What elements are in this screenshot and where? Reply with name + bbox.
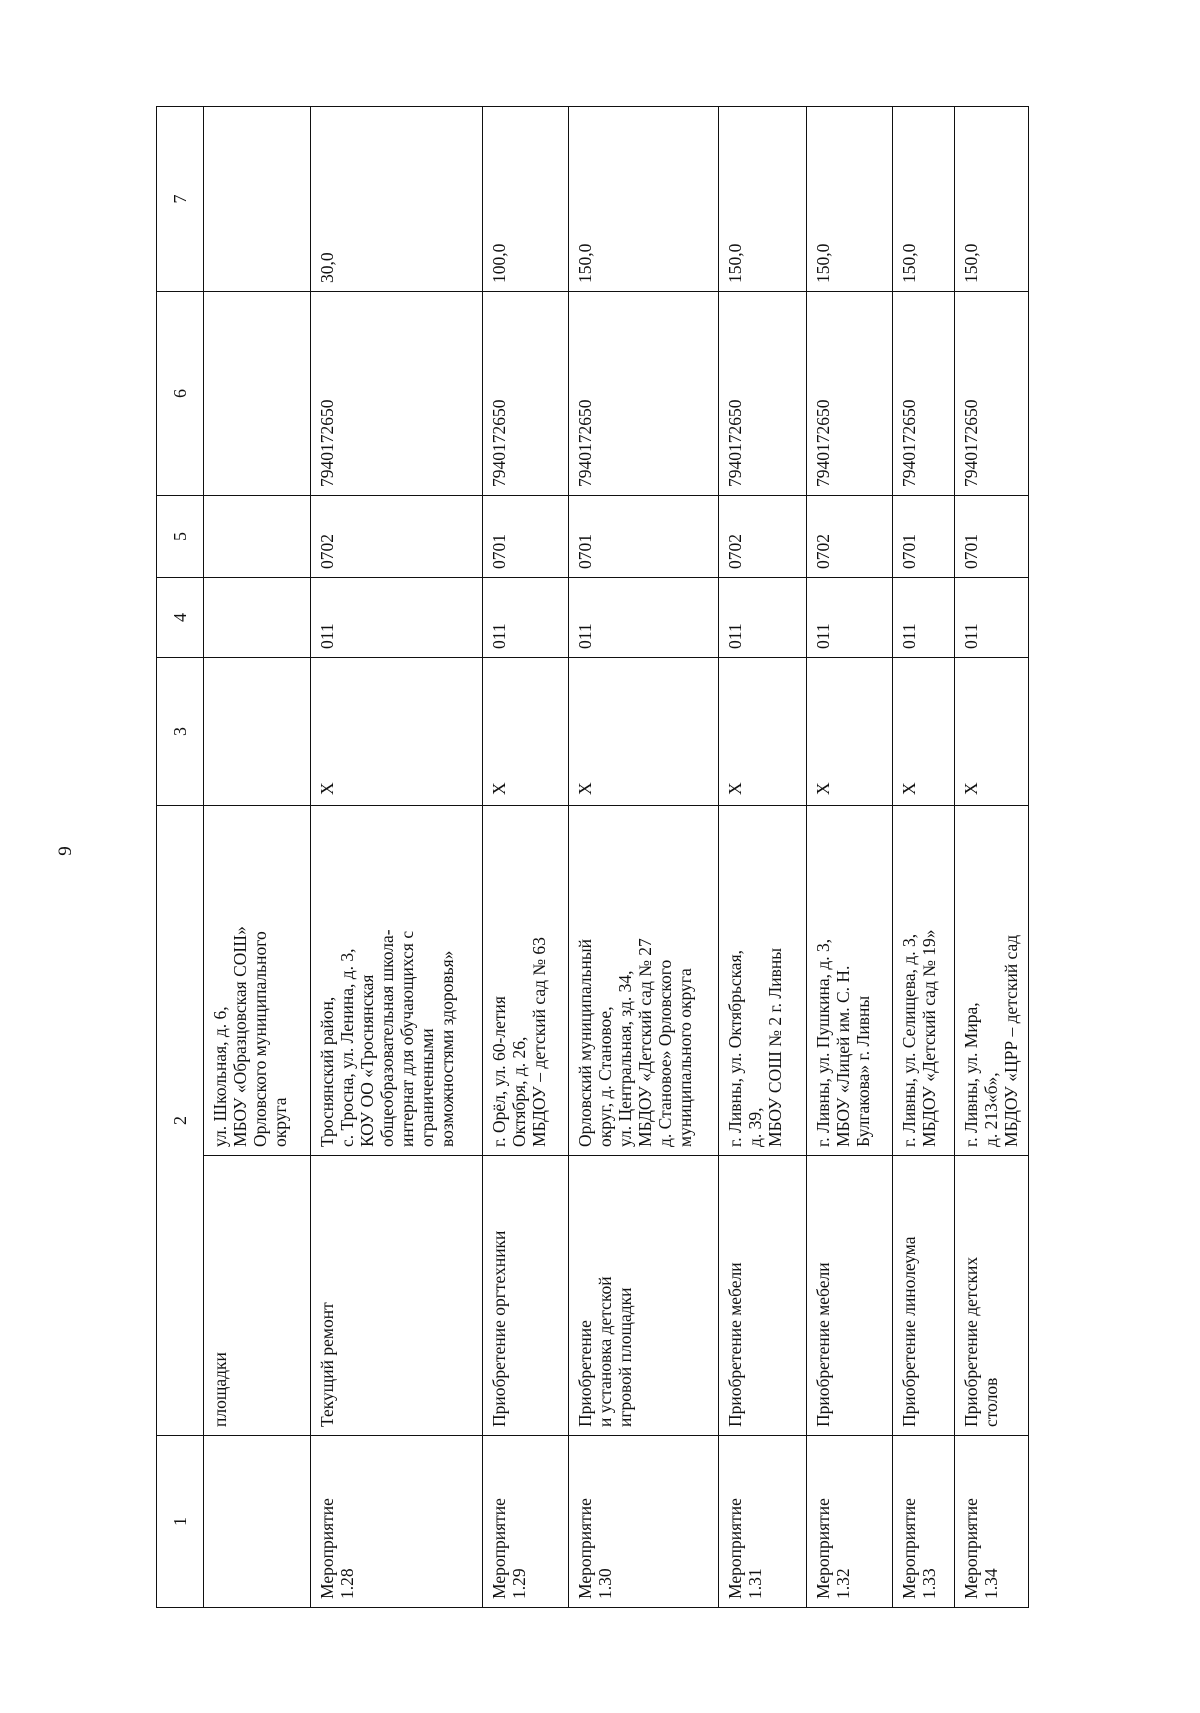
table-row-1-29 xyxy=(483,107,569,1608)
col6-cell: 7940172650 xyxy=(893,292,955,496)
event-name-cell: Приобретение мебели xyxy=(807,1156,893,1436)
table-row-1-31 xyxy=(719,107,807,1608)
col5-cell: 0701 xyxy=(955,496,1029,578)
address-cell: г. Орёл, ул. 60-летия Октября, д. 26, МБДОУ – детский сад № 63 xyxy=(483,806,569,1156)
table-row-1-32 xyxy=(807,107,893,1608)
event-name-cell: Текущий ремонт xyxy=(311,1156,483,1436)
col3-cell: X xyxy=(311,658,483,806)
col6-cell: 7940172650 xyxy=(807,292,893,496)
col7-cell: 150,0 xyxy=(955,107,1029,292)
col3-cell: X xyxy=(807,658,893,806)
col6-cell: 7940172650 xyxy=(569,292,719,496)
event-id-cell: Мероприятие 1.31 xyxy=(719,1436,807,1608)
col3-cell: X xyxy=(893,658,955,806)
col4-cell: 011 xyxy=(955,578,1029,658)
address-cell: г. Ливны, ул. Пушкина, д. 3, МБОУ «Лицей им. С. Н. Булгакова» г. Ливны xyxy=(807,806,893,1156)
table-row-1-28 xyxy=(311,107,483,1608)
col3-cell: X xyxy=(569,658,719,806)
col5-cell: 0702 xyxy=(807,496,893,578)
address-cell: г. Ливны, ул. Октябрьская, д. 39, МБОУ СОШ № 2 г. Ливны xyxy=(719,806,807,1156)
column-number-4: 4 xyxy=(157,578,204,658)
col4-cell xyxy=(204,578,311,658)
address-cell: Троснянский район, с. Тросна, ул. Ленина, д. 3, КОУ ОО «Троснянская общеобразовательная школа- интернат для обучающихся с ограниченными возможностями здоровья» xyxy=(311,806,483,1156)
event-id-cell: Мероприятие 1.30 xyxy=(569,1436,719,1608)
event-name-cell: площадки xyxy=(204,1156,311,1436)
col6-cell: 7940172650 xyxy=(719,292,807,496)
table-row-1-34 xyxy=(955,107,1029,1608)
event-id-cell: Мероприятие 1.33 xyxy=(893,1436,955,1608)
col7-cell: 30,0 xyxy=(311,107,483,292)
address-cell: г. Ливны, ул. Мира, д. 213«б», МБДОУ «ЦРР – детский сад xyxy=(955,806,1029,1156)
event-name-cell: Приобретение и установка детской игровой площадки xyxy=(569,1156,719,1436)
event-id-cell: Мероприятие 1.28 xyxy=(311,1436,483,1608)
event-id-cell: Мероприятие 1.34 xyxy=(955,1436,1029,1608)
address-cell: Орловский муниципальный округ, д. Становое, ул. Центральная, зд. 34, МБДОУ «Детский сад № 27 д. Становое» Орловского муниципального округа xyxy=(569,806,719,1156)
col3-cell xyxy=(204,658,311,806)
column-number-5: 5 xyxy=(157,496,204,578)
column-number-6: 6 xyxy=(157,292,204,496)
col4-cell: 011 xyxy=(483,578,569,658)
col7-cell: 150,0 xyxy=(807,107,893,292)
page-number: 9 xyxy=(55,846,76,856)
col5-cell: 0701 xyxy=(483,496,569,578)
col5-cell: 0701 xyxy=(569,496,719,578)
table-row-continued xyxy=(204,107,311,1608)
col4-cell: 011 xyxy=(893,578,955,658)
table-row-1-30 xyxy=(569,107,719,1608)
col7-cell: 100,0 xyxy=(483,107,569,292)
col5-cell: 0702 xyxy=(719,496,807,578)
budget-events-table xyxy=(156,106,1029,1608)
col7-cell: 150,0 xyxy=(719,107,807,292)
column-number-7: 7 xyxy=(157,107,204,292)
rotated-table-sheet xyxy=(156,107,1079,1608)
event-id-cell xyxy=(204,1436,311,1608)
col3-cell: X xyxy=(483,658,569,806)
col3-cell: X xyxy=(955,658,1029,806)
col6-cell xyxy=(204,292,311,496)
table-row-1-33 xyxy=(893,107,955,1608)
col4-cell: 011 xyxy=(569,578,719,658)
event-name-cell: Приобретение детских столов xyxy=(955,1156,1029,1436)
col7-cell xyxy=(204,107,311,292)
event-id-cell: Мероприятие 1.29 xyxy=(483,1436,569,1608)
column-number-1: 1 xyxy=(157,1436,204,1608)
col6-cell: 7940172650 xyxy=(311,292,483,496)
column-number-3: 3 xyxy=(157,658,204,806)
event-name-cell: Приобретение мебели xyxy=(719,1156,807,1436)
address-cell: г. Ливны, ул. Селищева, д. 3, МБДОУ «Детский сад № 19» xyxy=(893,806,955,1156)
col5-cell xyxy=(204,496,311,578)
column-number-row xyxy=(157,107,204,1608)
column-number-2: 2 xyxy=(157,806,204,1436)
col6-cell: 7940172650 xyxy=(955,292,1029,496)
col6-cell: 7940172650 xyxy=(483,292,569,496)
col3-cell: X xyxy=(719,658,807,806)
event-name-cell: Приобретение линолеума xyxy=(893,1156,955,1436)
col4-cell: 011 xyxy=(311,578,483,658)
event-name-cell: Приобретение оргтехники xyxy=(483,1156,569,1436)
col5-cell: 0701 xyxy=(893,496,955,578)
address-cell: ул. Школьная, д. 6, МБОУ «Образцовская СОШ» Орловского муниципального округа xyxy=(204,806,311,1156)
col4-cell: 011 xyxy=(719,578,807,658)
col7-cell: 150,0 xyxy=(569,107,719,292)
col7-cell: 150,0 xyxy=(893,107,955,292)
col4-cell: 011 xyxy=(807,578,893,658)
col5-cell: 0702 xyxy=(311,496,483,578)
event-id-cell: Мероприятие 1.32 xyxy=(807,1436,893,1608)
